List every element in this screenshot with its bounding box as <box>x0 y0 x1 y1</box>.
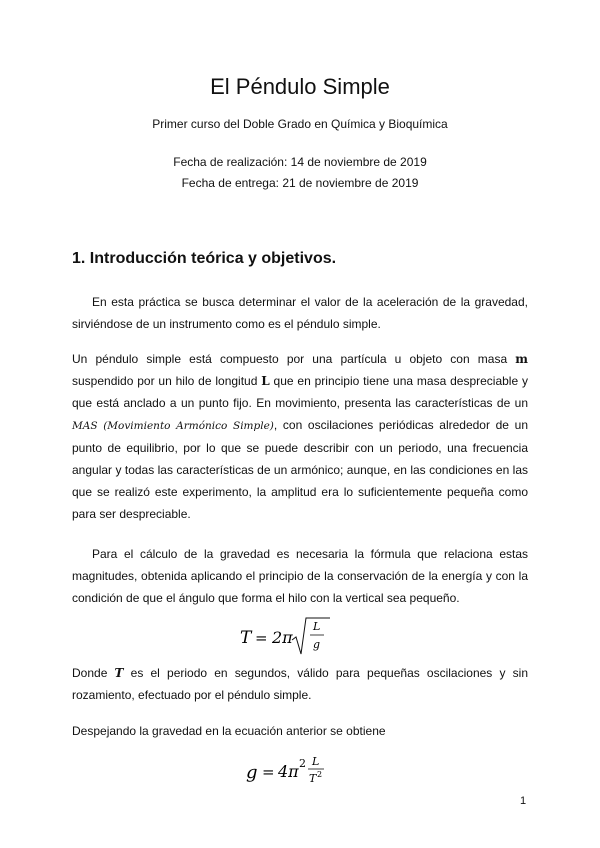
course-subtitle: Primer curso del Doble Grado en Química y Bioquímica <box>152 117 448 131</box>
paragraph-pendulum-description: Un péndulo simple está compuesto por una partícula u objeto con masa m suspendido por un hilo de longitud L que en principio tiene una masa despreciable y que está anclado a un punto fijo. En movimiento, presenta las características de un MAS (Movimiento Armónico Simple), con oscilaciones periódicas alrededor de un punto de equilibrio, por lo que se puede describir con un periodo, una frecuencia angular y todas las características de un armónico; aunque, en las condiciones en las que se realizó este experimento, la amplitud era lo suficientemente pequeña como para ser despreciable. <box>72 352 528 521</box>
formula-gravity <box>0 750 600 794</box>
formula-period <box>0 614 600 662</box>
formula-period-coef: 2π <box>272 628 293 647</box>
formula-gravity-exp: 2 <box>299 757 306 770</box>
formula-period-num: L <box>313 620 321 633</box>
paragraph-period-definition: Donde T es el periodo en segundos, válido para pequeñas oscilaciones y sin rozamiento, efectuado por el péndulo simple. <box>72 666 528 702</box>
formula-period-eq: = <box>255 629 268 647</box>
gravity-formula-graphic <box>240 750 360 790</box>
paragraph-intro: En esta práctica se busca determinar el valor de la aceleración de la gravedad, sirviéndose de un instrumento como es el péndulo simple. <box>72 295 528 331</box>
section-heading: 1. Introducción teórica y objetivos. <box>72 250 337 267</box>
formula-gravity-eq: = <box>262 763 275 781</box>
period-formula-graphic <box>240 614 360 658</box>
length-symbol: L <box>261 374 270 388</box>
mas-term: MAS (Movimiento Armónico Simple) <box>72 420 274 432</box>
paragraph-gravity-formula: Para el cálculo de la gravedad es necesaria la fórmula que relaciona estas magnitudes, obtenida aplicando el principio de la conservación de la energía y con la condición de que el ángulo que forma el hilo con la vertical sea pequeño. <box>72 547 528 605</box>
delivery-date: Fecha de entrega: 21 de noviembre de 2019 <box>181 176 419 190</box>
period-symbol: T <box>114 666 124 680</box>
mass-symbol: m <box>515 352 528 366</box>
formula-gravity-lhs: g <box>246 762 258 783</box>
sqrt-symbol <box>292 618 330 654</box>
formula-gravity-den: T <box>309 772 317 785</box>
formula-period-lhs: T <box>240 628 252 648</box>
document-title: El Péndulo Simple <box>210 74 390 99</box>
page-number: 1 <box>520 795 527 807</box>
formula-period-den: g <box>313 638 321 651</box>
realization-date: Fecha de realización: 14 de noviembre de 2019 <box>173 155 427 169</box>
formula-gravity-den-exp: 2 <box>317 770 323 779</box>
formula-gravity-coef: 4π <box>278 762 299 781</box>
formula-gravity-num: L <box>312 755 320 768</box>
paragraph-solve-gravity: Despejando la gravedad en la ecuación anterior se obtiene <box>72 724 386 738</box>
